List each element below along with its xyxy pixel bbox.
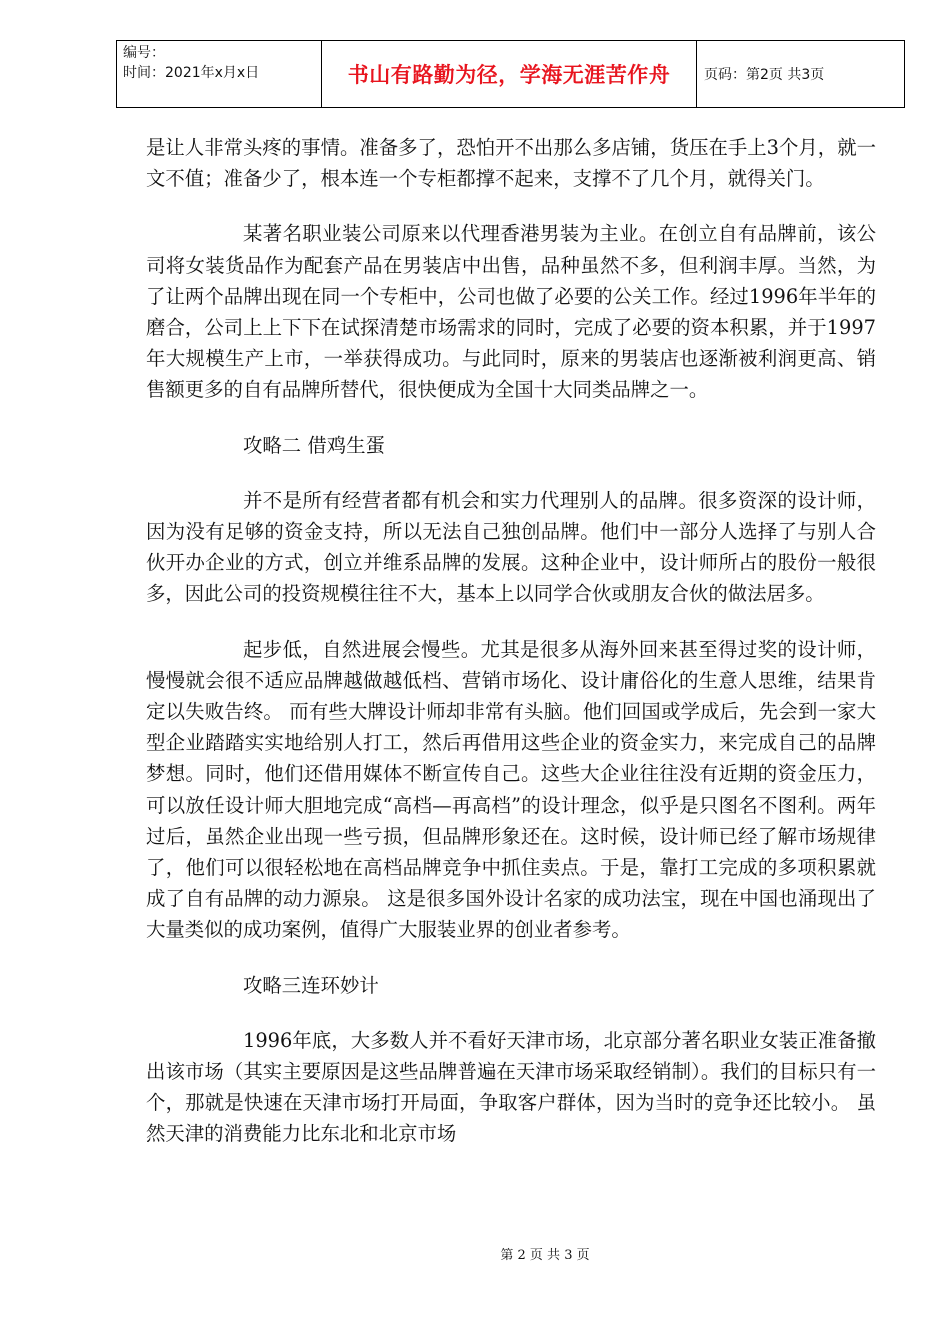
paragraph: 并不是所有经营者都有机会和实力代理别人的品牌。很多资深的设计师，因为没有足够的资金支持，所以无法自己独创品牌。他们中一部分人选择了与别人合伙开办企业的方式，创立并维系品牌的发展。这种企业中，设计师所占的股份一般很多，因此公司的投资规模往往不大，基本上以同学合伙或朋友合伙的做法居多。	[146, 488, 876, 606]
paragraph: 1996年底，大多数人并不看好天津市场，北京部分著名职业女装正准备撤出该市场（其实主要原因是这些品牌普遍在天津市场采取经销制）。我们的目标只有一个，那就是快速在天津市场打开局面，争取客户群体，因为当时的竞争还比较小。 虽然天津的消费能力比东北和北京市场	[146, 1028, 876, 1146]
section-heading: 攻略二 借鸡生蛋	[243, 433, 385, 457]
document-body	[146, 132, 876, 1174]
header-meta-cell	[117, 41, 322, 108]
header-motto: 书山有路勤为径，学海无涯苦作舟	[322, 41, 697, 108]
header-page-label: 页码：第2页 共3页	[697, 41, 905, 108]
header-table	[116, 40, 905, 108]
section-heading: 攻略三连环妙计	[243, 973, 379, 997]
document-number-label: 编号：	[123, 45, 165, 61]
paragraph: 某著名职业装公司原来以代理香港男装为主业。在创立自有品牌前，该公司将女装货品作为配套产品在男装店中出售，品种虽然不多，但利润丰厚。当然，为了让两个品牌出现在同一个专柜中，公司也做了必要的公关工作。经过1996年半年的磨合，公司上上下下在试探清楚市场需求的同时，完成了必要的资本积累，并于1997年大规模生产上市，一举获得成功。与此同时，原来的男装店也逐渐被利润更高、销售额更多的自有品牌所替代，很快便成为全国十大同类品牌之一。	[146, 222, 876, 402]
page-footer: 第 2 页 共 3 页	[500, 1248, 590, 1263]
paragraph-continuation: 是让人非常头疼的事情。准备多了，恐怕开不出那么多店铺，货压在手上3个月，就一文不值；准备少了，根本连一个专柜都撑不起来，支撑不了几个月，就得关门。	[146, 136, 876, 191]
paragraph: 起步低，自然进展会慢些。尤其是很多从海外回来甚至得过奖的设计师，慢慢就会很不适应品牌越做越低档、营销市场化、设计庸俗化的生意人思维，结果肯定以失败告终。 而有些大牌设计师却非常有头脑。他们回国或学成后，先会到一家大型企业踏踏实实地给别人打工，然后再借用这些企业的资金实力，来完成自己的品牌梦想。同时，他们还借用媒体不断宣传自己。这些大企业往往没有近期的资金压力，可以放任设计师大胆地完成“高档—再高档”的设计理念，似乎是只图名不图利。两年过后，虽然企业出现一些亏损，但品牌形象还在。这时候，设计师已经了解市场规律了，他们可以很轻松地在高档品牌竞争中抓住卖点。于是，靠打工完成的多项积累就成了自有品牌的动力源泉。 这是很多国外设计名家的成功法宝，现在中国也涌现出了大量类似的成功案例，值得广大服装业界的创业者参考。	[146, 637, 876, 942]
document-date-label: 时间：2021年x月x日	[123, 65, 260, 81]
